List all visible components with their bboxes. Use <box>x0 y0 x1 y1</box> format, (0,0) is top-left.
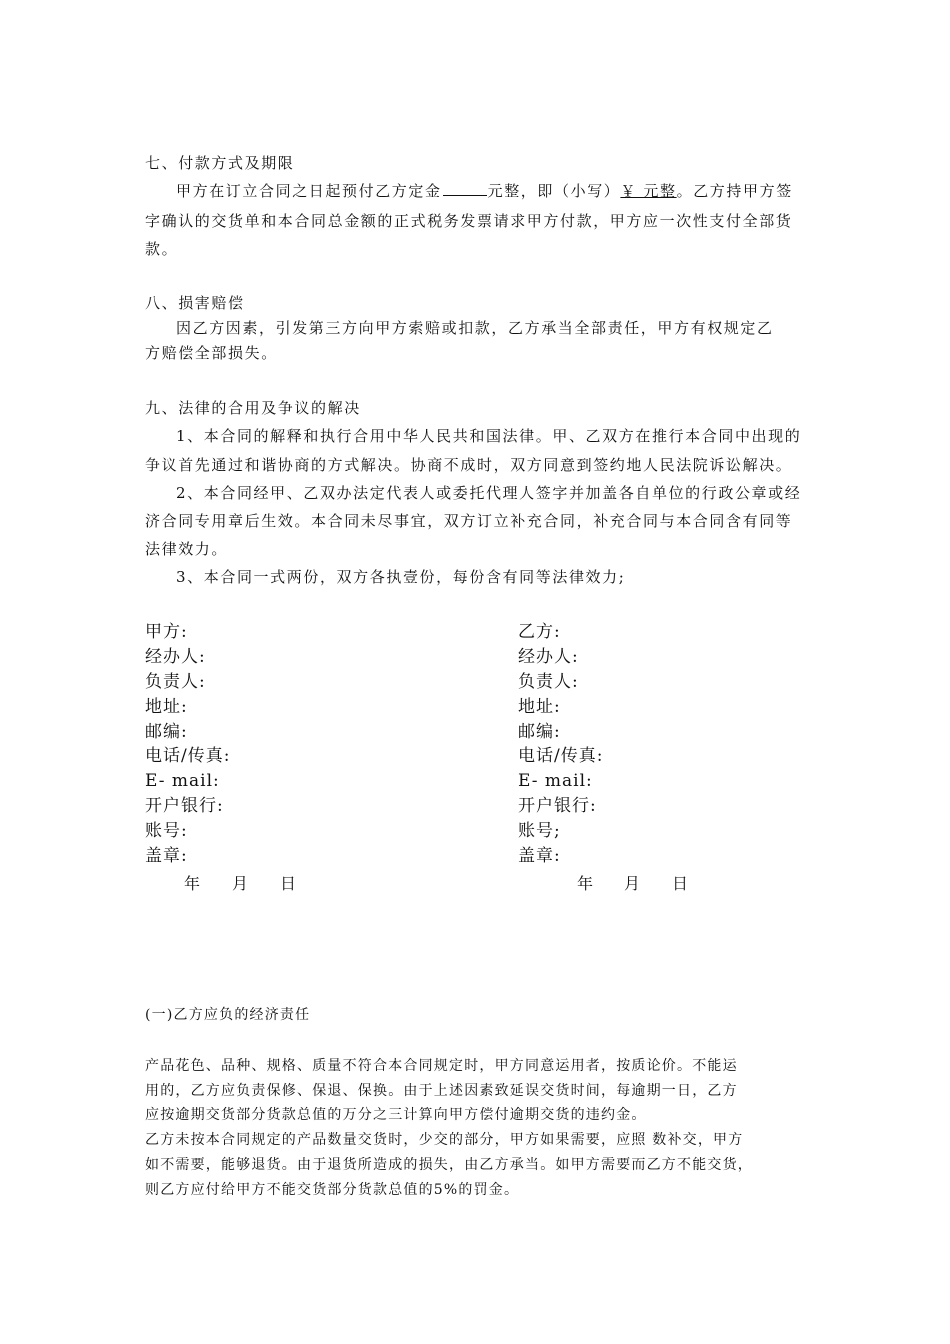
party-b-bank-label: 开户银行: <box>518 796 597 816</box>
appendix-heading: (一)乙方应负的经济责任 <box>145 1007 311 1023</box>
amount-text: 元整，即（小写） <box>487 182 621 200</box>
party-a-date-day: 日 <box>280 874 297 893</box>
party-a-email-label: E- mail: <box>145 771 220 791</box>
party-a-date-year: 年 <box>184 874 201 893</box>
section-7-paragraph-line-3: 款。 <box>145 240 179 258</box>
section-8-paragraph-line-2: 方赔偿全部损失。 <box>145 344 278 362</box>
section-9-item-1-line-2: 争议首先通过和谐协商的方式解决。协商不成时，双方同意到签约地人民法院诉讼解决。 <box>145 456 793 474</box>
party-b-postcode-label: 邮编: <box>518 722 561 742</box>
section-9-item-3: 3、本合同一式两份，双方各执壹份，每份含有同等法律效力; <box>176 568 626 586</box>
party-b-phone-fax-label: 电话/传真: <box>518 746 604 766</box>
appendix-line-1: 产品花色、品种、规格、质量不符合本合同规定时，甲方同意运用者，按质论价。不能运 <box>145 1058 738 1074</box>
party-b-date-month: 月 <box>624 874 641 893</box>
deposit-text: 甲方在订立合同之日起预付乙方定金 <box>176 182 442 200</box>
amount-figure: ￥ 元整 <box>620 182 677 200</box>
party-a-postcode-label: 邮编: <box>145 722 188 742</box>
appendix-line-2: 用的，乙方应负责保修、保退、保换。由于上述因素致延误交货时间，每逾期一日，乙方 <box>145 1083 738 1099</box>
party-a-seal-label: 盖章: <box>145 846 188 866</box>
invoice-text: 。乙方持甲方签 <box>676 182 793 200</box>
section-7-heading: 七、付款方式及期限 <box>145 154 295 172</box>
section-9-item-2-line-3: 法律效力。 <box>145 540 229 558</box>
party-a-date-month: 月 <box>232 874 249 893</box>
party-a-account-label: 账号: <box>145 821 188 841</box>
section-8-heading: 八、损害赔偿 <box>145 294 245 312</box>
party-b-account-label: 账号; <box>518 821 561 841</box>
section-9-item-2-line-2: 济合同专用章后生效。本合同未尽事宜，双方订立补充合同，补充合同与本合同含有同等 <box>145 512 793 530</box>
party-a-responsible-label: 负责人: <box>145 672 206 692</box>
party-b-seal-label: 盖章: <box>518 846 561 866</box>
section-9-heading: 九、法律的合用及争议的解决 <box>145 399 361 417</box>
party-b-date-day: 日 <box>672 874 689 893</box>
section-8-paragraph-line-1: 因乙方因素，引发第三方向甲方索赔或扣款，乙方承当全部责任，甲方有权规定乙 <box>176 319 774 337</box>
deposit-blank <box>443 181 487 196</box>
party-a-phone-fax-label: 电话/传真: <box>145 746 231 766</box>
party-b-label: 乙方: <box>518 622 561 642</box>
appendix-line-4: 乙方未按本合同规定的产品数量交货时，少交的部分，甲方如果需要，应照 数补交，甲方 <box>145 1132 744 1148</box>
section-9-item-1-line-1: 1、本合同的解释和执行合用中华人民共和国法律。甲、乙双方在推行本合同中出现的 <box>176 427 802 445</box>
section-9-item-2-line-1: 2、本合同经甲、乙双办法定代表人或委托代理人签字并加盖各自单位的行政公章或经 <box>176 484 802 502</box>
appendix-line-6: 则乙方应付给甲方不能交货部分货款总值的5%的罚金。 <box>145 1182 520 1198</box>
party-b-agent-label: 经办人: <box>518 647 579 667</box>
appendix-line-5: 如不需要，能够退货。由于退货所造成的损失，由乙方承当。如甲方需要而乙方不能交货， <box>145 1157 753 1173</box>
section-7-paragraph-line-1 <box>176 181 793 201</box>
party-b-address-label: 地址: <box>518 697 561 717</box>
party-a-label: 甲方: <box>145 622 188 642</box>
party-b-email-label: E- mail: <box>518 771 593 791</box>
section-7-paragraph-line-2: 字确认的交货单和本合同总金额的正式税务发票请求甲方付款，甲方应一次性支付全部货 <box>145 212 793 230</box>
party-a-bank-label: 开户银行: <box>145 796 224 816</box>
party-b-responsible-label: 负责人: <box>518 672 579 692</box>
party-b-date-year: 年 <box>577 874 594 893</box>
appendix-line-3: 应按逾期交货部分货款总值的万分之三计算向甲方偿付逾期交货的违约金。 <box>145 1107 647 1123</box>
party-a-address-label: 地址: <box>145 697 188 717</box>
party-a-agent-label: 经办人: <box>145 647 206 667</box>
